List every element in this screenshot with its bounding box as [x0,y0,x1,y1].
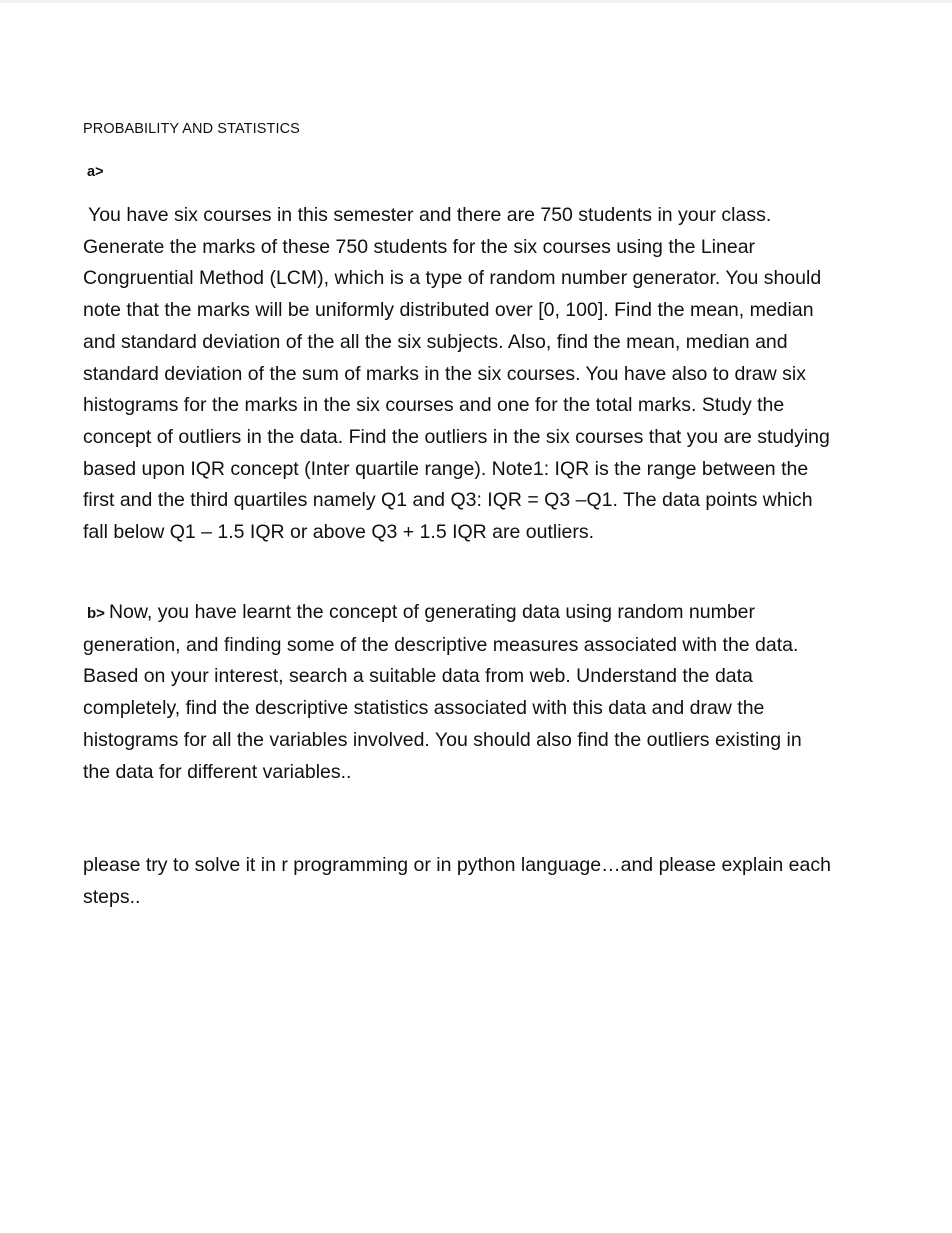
part-a-label: a> [87,164,104,180]
request-paragraph: please try to solve it in r programming or in python language…and please explain each steps.. [83,854,831,908]
page-top-border [0,0,952,3]
part-a-paragraph: You have six courses in this semester and there are 750 students in your class. Generate the marks of these 750 students for the six courses using the Linear Congruential Method (LCM), which is a type of random number generator. You should note that the marks will be uniformly distributed over [0, 100]. Find the mean, median and standard deviation of the all the six subjects. Also, find the mean, median and standard deviation of the sum of marks in the six courses. You have also to draw six histograms for the marks in the six courses and one for the total marks. Study the concept of outliers in the data. Find the outliers in the six courses that you are studying based upon IQR concept (Inter quartile range). Note1: IQR is the range between the first and the third quartiles namely Q1 and Q3: IQR = Q3 –Q1. The data points which fall below Q1 – 1.5 IQR or above Q3 + 1.5 IQR are outliers. [83,204,830,544]
part-b-label: b> [87,605,105,622]
part-b-paragraph [83,597,833,788]
part-b-text: Now, you have learnt the concept of generating data using random number generation, and finding some of the descriptive measures associated with the data. Based on your interest, search a suitable data from web. Understand the data completely, find the descriptive statistics associated with this data and draw the histograms for all the variables involved. You should also find the outliers existing in the data for different variables.. [83,601,802,783]
document-title: PROBABILITY AND STATISTICS [83,121,300,137]
